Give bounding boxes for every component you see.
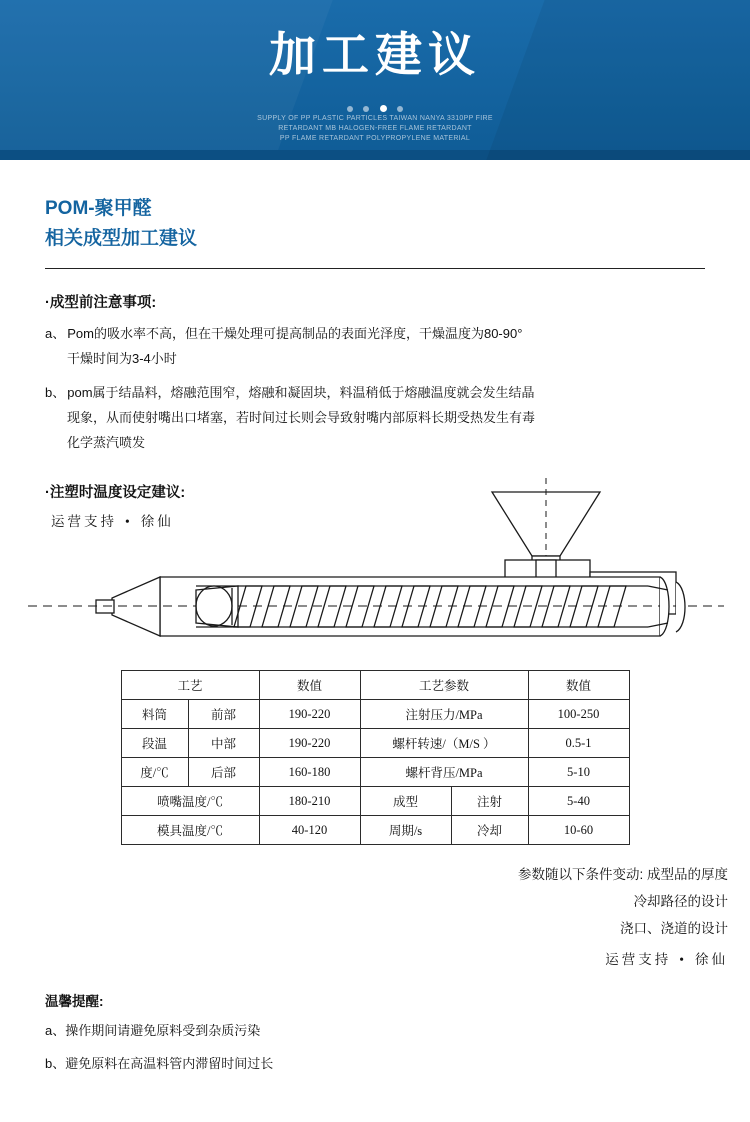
tips-item-a: a、操作期间请避免原料受到杂质污染 [45, 1023, 261, 1038]
item-b-text: pom属于结晶料，熔融范围窄，熔融和凝固块，料温稍低于熔融温度就会发生结晶 [67, 385, 535, 400]
page-title-line2: 相关成型加工建议 [45, 228, 198, 249]
r2-c6: 0.5-1 [528, 729, 629, 758]
th-process: 工艺 [121, 671, 259, 700]
banner-title: 加工建议 [269, 28, 481, 81]
dot-2 [363, 106, 369, 112]
banner-subtitle-line1: SUPPLY OF PP PLASTIC PARTICLES TAIWAN NANYA 3310PP FIRE [257, 115, 493, 122]
spec-table [121, 670, 630, 845]
th-value-1: 数值 [259, 671, 360, 700]
table-row [121, 758, 629, 787]
r4-c1: 喷嘴温度/℃ [121, 787, 259, 816]
r2-c3: 190-220 [259, 729, 360, 758]
table-row [121, 787, 629, 816]
dot-1 [347, 106, 353, 112]
signature-top-name: 徐仙 [140, 514, 174, 529]
th-value-2: 数值 [528, 671, 629, 700]
item-a-cont: 干燥时间为3-4小时 [67, 351, 177, 366]
signature-top-sep: • [125, 514, 133, 529]
signature-bottom-name: 徐仙 [695, 952, 728, 967]
r2-c1: 段温 [121, 729, 188, 758]
table-row [121, 729, 629, 758]
r3-c1: 度/℃ [121, 758, 188, 787]
table-header-row [121, 671, 629, 700]
note-line-2: 冷却路径的设计 [633, 894, 728, 909]
table-row [121, 700, 629, 729]
section-heading-pre-molding: ·成型前注意事项: [45, 295, 157, 311]
item-b-cont: 现象，从而使射嘴出口堵塞，若时间过长则会导致射嘴内部原料长期受热发生有毒 [67, 410, 536, 425]
section-heading-temperature: ·注塑时温度设定建议: [45, 485, 186, 501]
signature-bottom-sep: • [679, 952, 687, 967]
r4-c3: 180-210 [259, 787, 360, 816]
r1-c1: 料筒 [121, 700, 188, 729]
note-line-1: 参数随以下条件变动: 成型品的厚度 [517, 867, 728, 882]
dot-4 [397, 106, 403, 112]
r2-c4: 螺杆转速/（M/S ） [360, 729, 528, 758]
banner-subtitle-line3: PP FLAME RETARDANT POLYPROPYLENE MATERIAL [279, 135, 471, 142]
tips-section [0, 990, 750, 1076]
r5-c1: 模具温度/℃ [121, 816, 259, 845]
tips-heading: 温馨提醒: [45, 994, 104, 1009]
item-b-cont2: 化学蒸汽喷发 [67, 435, 146, 450]
r5-c6: 10-60 [528, 816, 629, 845]
paragraph-item-a [45, 321, 705, 371]
r3-c6: 5-10 [528, 758, 629, 787]
dot-3-active [380, 105, 387, 112]
tips-item-b: b、避免原料在高温料管内滞留时间过长 [45, 1056, 274, 1071]
r4-c4: 成型 [360, 787, 451, 816]
header-banner [0, 0, 750, 160]
signature-bottom [0, 948, 750, 968]
banner-bottom-bar [0, 150, 750, 160]
r5-c5: 冷却 [451, 816, 528, 845]
table-row [121, 816, 629, 845]
item-a-label: a、 [45, 326, 66, 341]
parameter-notes [0, 861, 750, 942]
r1-c6: 100-250 [528, 700, 629, 729]
paragraph-item-b [45, 380, 705, 455]
th-parameter: 工艺参数 [360, 671, 528, 700]
banner-subtitle [0, 114, 750, 144]
title-divider [45, 268, 705, 269]
r4-c6: 5-40 [528, 787, 629, 816]
item-b-label: b、 [45, 385, 66, 400]
r3-c2: 后部 [188, 758, 259, 787]
page-title-line1: POM-聚甲醛 [45, 198, 152, 219]
signature-top-role: 运营支持 [51, 514, 117, 529]
r1-c4: 注射压力/MPa [360, 700, 528, 729]
r3-c3: 160-180 [259, 758, 360, 787]
r1-c3: 190-220 [259, 700, 360, 729]
spec-table-wrapper [0, 670, 750, 845]
injection-machine-illustration [0, 464, 750, 664]
page-title [45, 194, 705, 254]
r5-c3: 40-120 [259, 816, 360, 845]
banner-subtitle-line2: RETARDANT MB HALOGEN-FREE FLAME RETARDANT [278, 125, 472, 132]
r3-c4: 螺杆背压/MPa [360, 758, 528, 787]
r2-c2: 中部 [188, 729, 259, 758]
r4-c5: 注射 [451, 787, 528, 816]
signature-bottom-role: 运营支持 [605, 952, 672, 967]
r1-c2: 前部 [188, 700, 259, 729]
item-a-text: Pom的吸水率不高，但在干燥处理可提高制品的表面光泽度，干燥温度为80-90° [67, 326, 523, 341]
r5-c4: 周期/s [360, 816, 451, 845]
note-line-3: 浇口、浇道的设计 [620, 921, 728, 936]
